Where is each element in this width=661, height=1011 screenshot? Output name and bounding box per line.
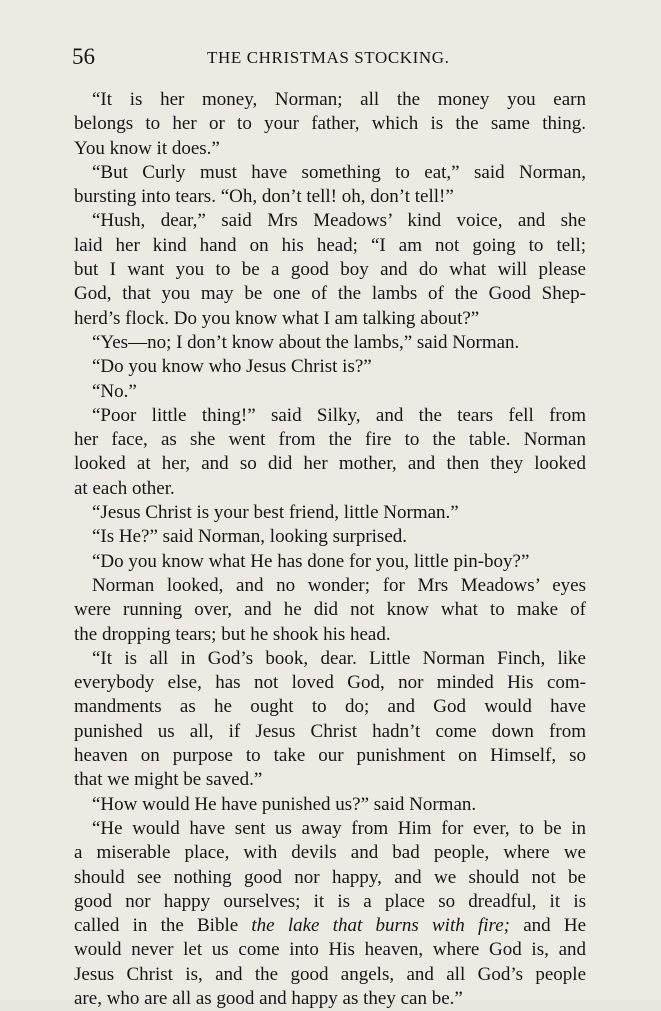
page-number: 56 xyxy=(72,44,95,69)
text-line xyxy=(74,380,586,404)
text-line-content: “Do you know who Jesus Christ is?” xyxy=(92,356,372,378)
text-line xyxy=(74,866,586,890)
text-line xyxy=(74,185,586,209)
text-line xyxy=(74,768,586,792)
text-line-content: laid her kind hand on his head; “I am not going to tell; xyxy=(74,234,586,256)
text-line xyxy=(74,88,586,112)
text-line xyxy=(74,137,586,161)
text-line xyxy=(74,574,586,598)
text-line xyxy=(74,428,586,452)
text-line-content: herd’s flock. Do you know what I am talking about?” xyxy=(74,307,480,329)
text-line-content: heaven on purpose to take our punishment on Himself, so xyxy=(74,745,586,767)
text-line xyxy=(74,282,586,306)
text-line-content: should see nothing good nor happy, and we should not be xyxy=(74,866,586,888)
text-line-content: “How would He have punished us?” said Norman. xyxy=(92,793,477,815)
text-line xyxy=(74,598,586,622)
text-line-content: Norman looked, and no wonder; for Mrs Meadows’ eyes xyxy=(92,574,586,596)
text-line xyxy=(74,938,586,962)
text-line-content: You know it does.” xyxy=(74,137,220,159)
text-line xyxy=(74,623,586,647)
text-line xyxy=(74,112,586,136)
text-line xyxy=(74,744,586,768)
text-line xyxy=(74,161,586,185)
text-line xyxy=(74,307,586,331)
text-line xyxy=(74,890,586,914)
text-line-content: that we might be saved.” xyxy=(74,769,263,791)
text-line-content: “Hush, dear,” said Mrs Meadows’ kind voice, and she xyxy=(92,210,586,232)
text-line-content: the dropping tears; but he shook his head. xyxy=(74,623,391,645)
text-line xyxy=(74,963,586,987)
text-line-content: bursting into tears. “Oh, don’t tell! oh, don’t tell!” xyxy=(74,186,454,208)
text-line-content: “Yes—no; I don’t know about the lambs,” said Norman. xyxy=(92,331,520,353)
text-line-content: Jesus Christ is, and the good angels, and all God’s people xyxy=(74,963,586,985)
text-line xyxy=(74,647,586,671)
text-line-content: mandments as he ought to do; and God would have xyxy=(74,696,586,718)
text-line-content: are, who are all as good and happy as they can be.” xyxy=(74,987,463,1009)
text-line-content: “It is her money, Norman; all the money you earn xyxy=(92,89,586,110)
text-line xyxy=(74,234,586,258)
text-line xyxy=(74,209,586,233)
text-line-content: belongs to her or to your father, which is the same thing. xyxy=(74,113,586,135)
text-line-content: “Poor little thing!” said Silky, and the tears fell from xyxy=(92,404,586,426)
text-line xyxy=(74,550,586,574)
text-line xyxy=(74,914,586,938)
text-line-content: “No.” xyxy=(92,380,137,402)
page-header xyxy=(72,44,618,74)
text-line-content: were running over, and he did not know what to make of xyxy=(74,599,586,621)
text-line xyxy=(74,258,586,282)
text-line xyxy=(74,501,586,525)
text-line-content: at each other. xyxy=(74,477,175,499)
text-line-content: “It is all in God’s book, dear. Little Norman Finch, like xyxy=(92,647,586,669)
text-line-content: “Do you know what He has done for you, little pin-boy?” xyxy=(92,550,530,572)
text-line-content: “Is He?” said Norman, looking surprised. xyxy=(92,526,408,548)
text-line xyxy=(74,841,586,865)
text-line-content: called in the Bible xyxy=(74,915,252,937)
running-title: THE CHRISTMAS STOCKING. xyxy=(207,48,450,67)
text-line xyxy=(74,404,586,428)
text-line-content: her face, as she went from the fire to the table. Norman xyxy=(74,429,586,451)
text-line xyxy=(74,817,586,841)
text-line xyxy=(74,525,586,549)
body-text xyxy=(74,88,586,1011)
text-line-content: looked at her, and so did her mother, and then they looked xyxy=(74,453,586,475)
text-line-content: good nor happy ourselves; it is a place so dreadful, it is xyxy=(74,890,586,912)
text-line-content: “Jesus Christ is your best friend, little Norman.” xyxy=(92,502,459,524)
text-line-content: “But Curly must have something to eat,” said Norman, xyxy=(92,161,586,183)
text-line-content: a miserable place, with devils and bad people, where we xyxy=(74,842,586,864)
text-line xyxy=(74,720,586,744)
text-line-content: but I want you to be a good boy and do what will please xyxy=(74,259,586,281)
text-line xyxy=(74,477,586,501)
text-line-tail: and He xyxy=(509,915,586,937)
text-line xyxy=(74,355,586,379)
text-line xyxy=(74,331,586,355)
text-line-content: “He would have sent us away from Him for ever, to be in xyxy=(92,817,586,839)
text-line-content: God, that you may be one of the lambs of the Good Shep- xyxy=(74,283,586,305)
text-line-content: would never let us come into His heaven, where God is, and xyxy=(74,939,586,961)
text-line-content: punished us all, if Jesus Christ hadn’t come down from xyxy=(74,720,586,742)
text-line xyxy=(74,987,586,1011)
text-line xyxy=(74,452,586,476)
italic-quote: the lake that burns with fire; xyxy=(251,915,510,937)
text-line xyxy=(74,793,586,817)
text-line xyxy=(74,671,586,695)
text-line-content: everybody else, has not loved God, nor minded His com- xyxy=(74,672,586,694)
text-line xyxy=(74,695,586,719)
